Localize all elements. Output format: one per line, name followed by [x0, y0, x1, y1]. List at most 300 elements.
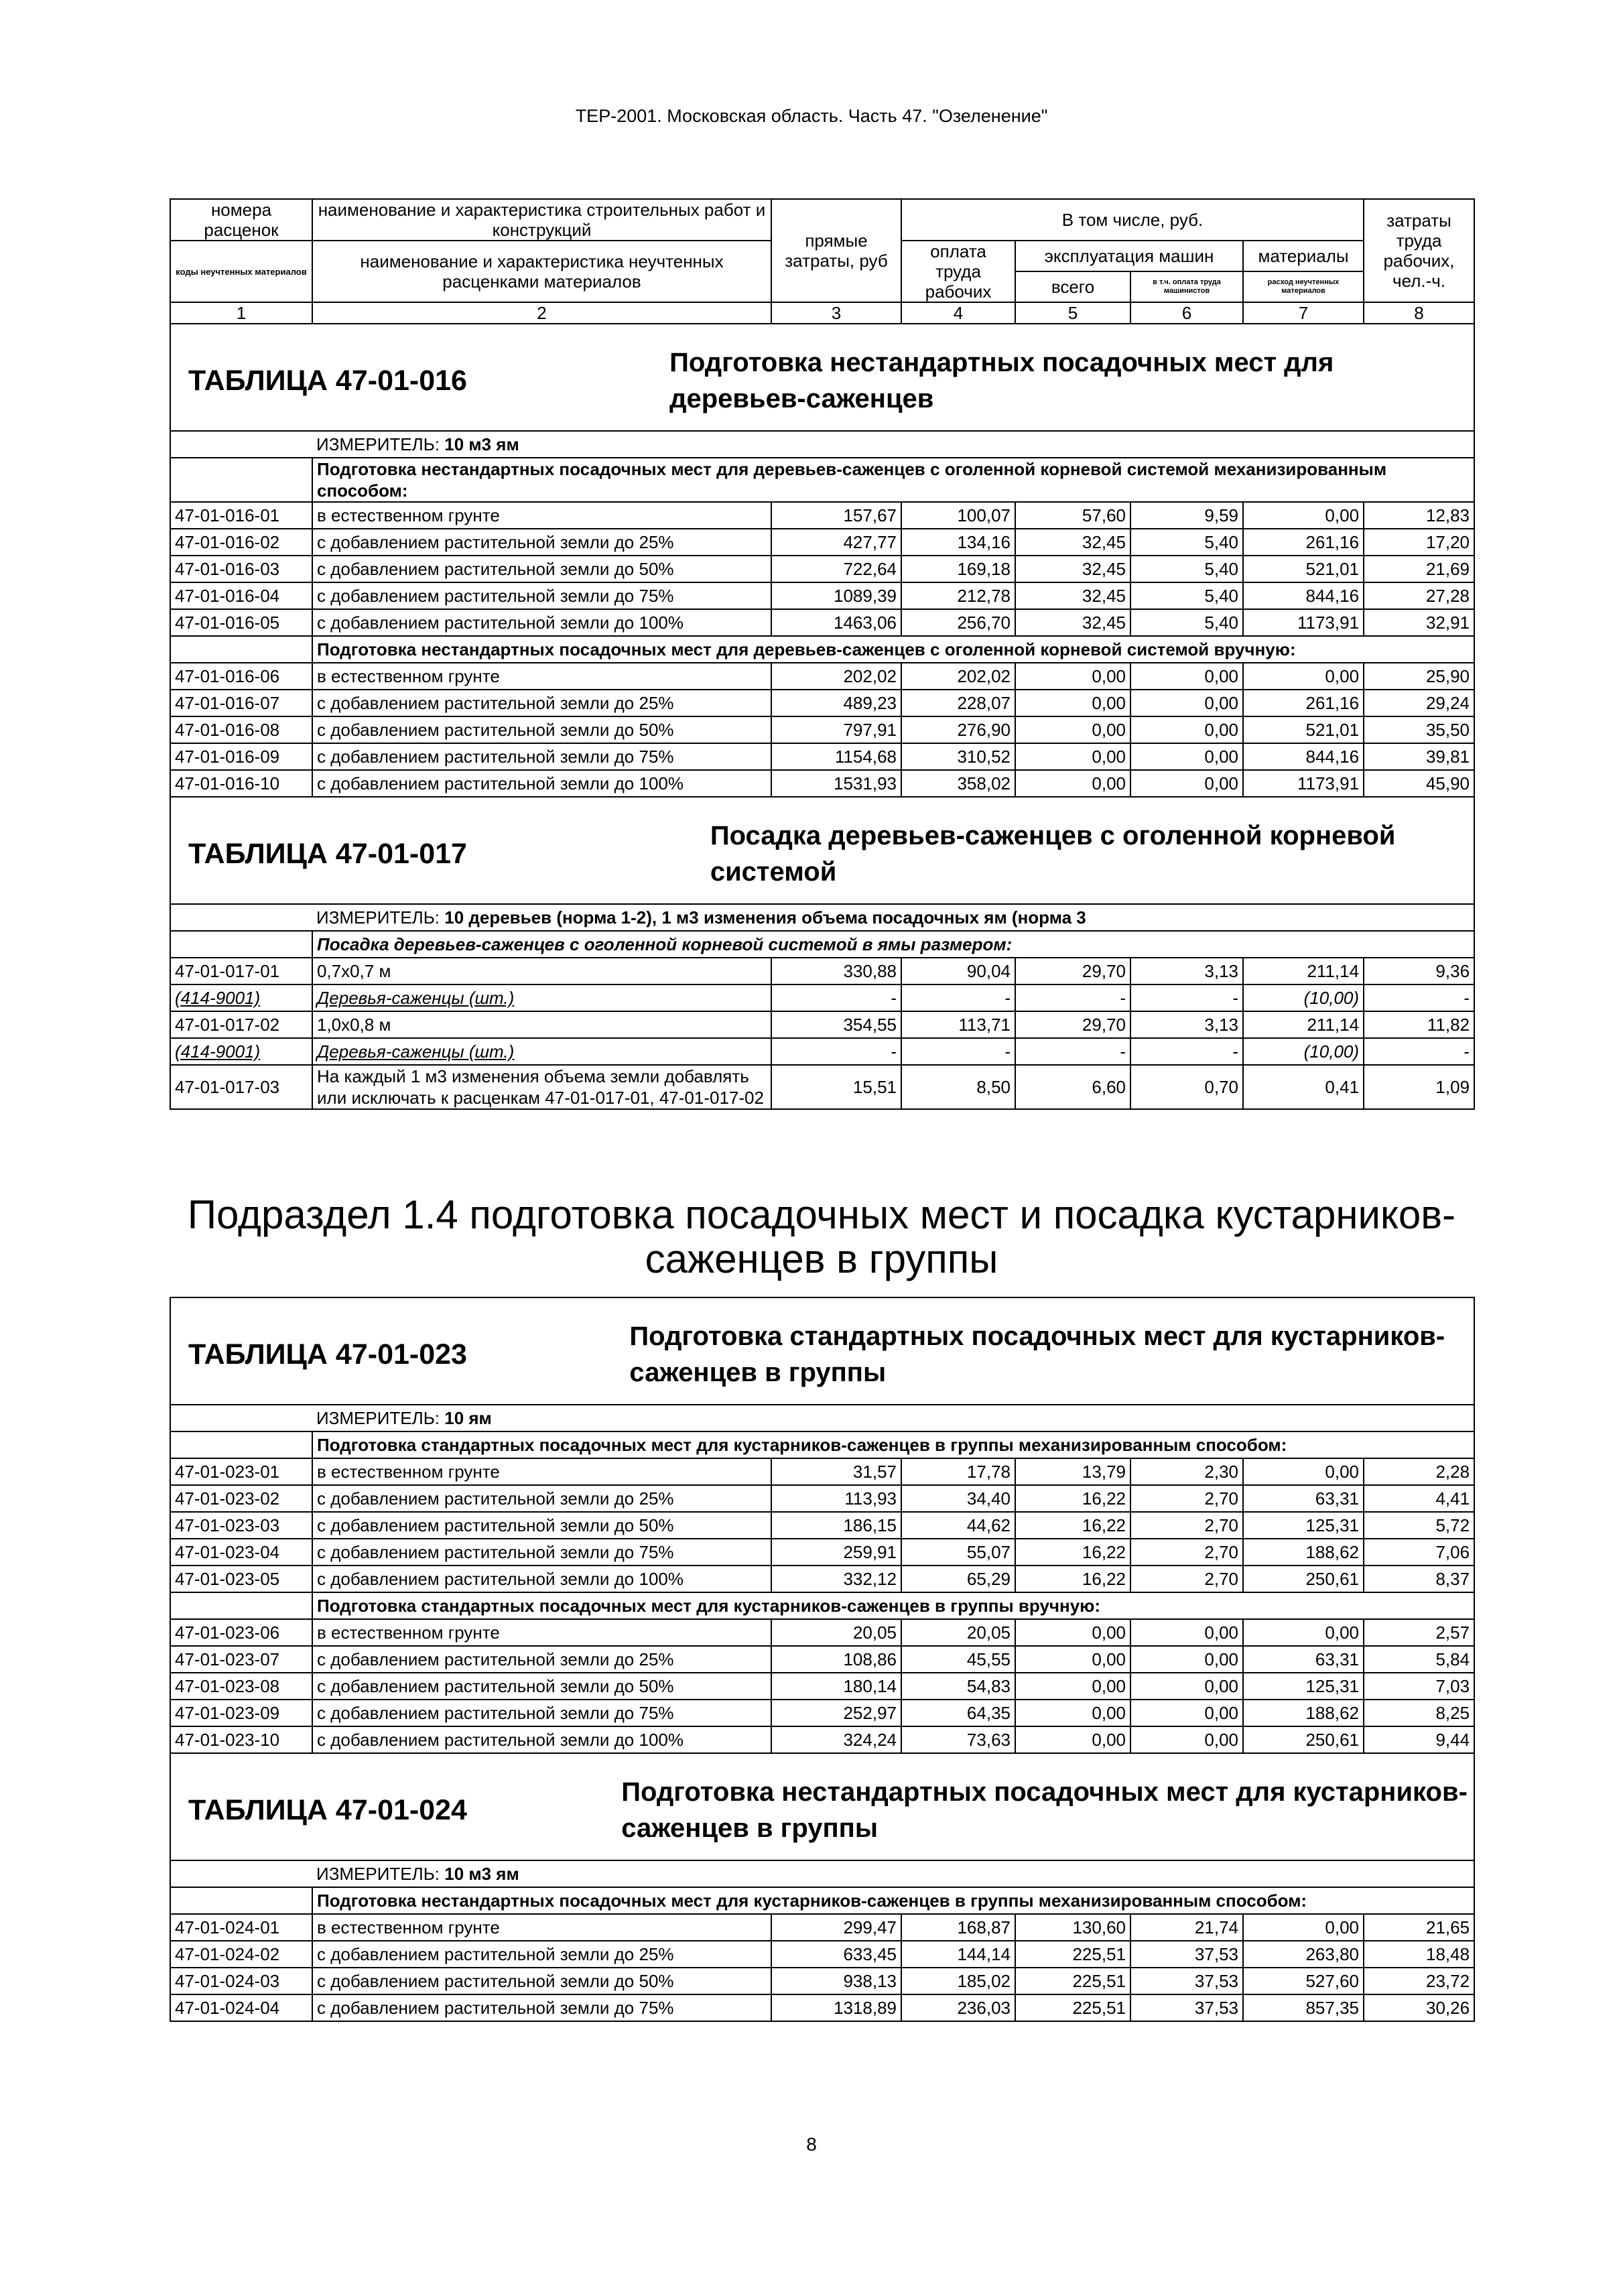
table-cell: 844,16: [1243, 582, 1364, 609]
table-row: [170, 1065, 1474, 1109]
table-row: [170, 743, 1474, 770]
table-cell: в естественном грунте: [312, 1914, 771, 1941]
group-spacer: [170, 1592, 312, 1619]
group-spacer: [170, 931, 312, 958]
col-machinist-wages-header: в т.ч. оплата труда машинистов: [1130, 271, 1243, 302]
table-cell: 310,52: [901, 743, 1015, 770]
table-cell: 18,48: [1364, 1941, 1474, 1968]
table-cell: На каждый 1 м3 изменения объема земли добавлять или исключать к расценкам 47-01-017-01, 47-01-017-02: [312, 1065, 771, 1109]
table-cell: 29,24: [1364, 690, 1474, 716]
table-cell: 0,00: [1015, 690, 1130, 716]
table-row: [170, 1726, 1474, 1753]
table-row: [170, 1994, 1474, 2021]
table-title-row: [170, 324, 1474, 431]
table-cell: 32,45: [1015, 529, 1130, 556]
table-cell: 0,00: [1015, 1700, 1130, 1726]
table-title-cell: [170, 797, 1474, 904]
table-cell: 47-01-016-06: [170, 663, 312, 690]
col-material-use-header: расход неучтенных материалов: [1243, 271, 1364, 302]
table-cell: 1318,89: [771, 1994, 901, 2021]
table-row: [170, 1914, 1474, 1941]
table-row: [170, 582, 1474, 609]
subsection-title: Подраздел 1.4 подготовка посадочных мест и посадка кустарников-саженцев в группы: [187, 1192, 1456, 1281]
table-cell: с добавлением растительной земли до 25%: [312, 1646, 771, 1673]
table-cell: 256,70: [901, 609, 1015, 636]
table-cell: 45,55: [901, 1646, 1015, 1673]
table-cell: в естественном грунте: [312, 1619, 771, 1646]
table-cell: 47-01-023-02: [170, 1485, 312, 1512]
table-cell: 3,13: [1130, 958, 1243, 984]
table-row: [170, 1673, 1474, 1700]
table-cell: 0,00: [1243, 1619, 1364, 1646]
table-cell: 0,00: [1243, 1458, 1364, 1485]
table-cell: 5,40: [1130, 609, 1243, 636]
table-cell: 47-01-023-04: [170, 1539, 312, 1566]
table-cell: 250,61: [1243, 1566, 1364, 1592]
table-cell: 0,00: [1243, 663, 1364, 690]
table-cell: 3,13: [1130, 1011, 1243, 1038]
table-cell: 489,23: [771, 690, 901, 716]
table-title-cell: [170, 1753, 1474, 1860]
table-cell: -: [1364, 984, 1474, 1011]
table-cell: 4,41: [1364, 1485, 1474, 1512]
table-cell: 211,14: [1243, 958, 1364, 984]
table-cell: 65,29: [901, 1566, 1015, 1592]
table-cell: 0,41: [1243, 1065, 1364, 1109]
table-cell: 263,80: [1243, 1941, 1364, 1968]
table-cell: 168,87: [901, 1914, 1015, 1941]
col-num-7: 7: [1243, 302, 1364, 324]
table-cell: 202,02: [771, 663, 901, 690]
table-name: Подготовка нестандартных посадочных мест для кустарников-саженцев в группы: [621, 1777, 1468, 1843]
col-num-5: 5: [1015, 302, 1130, 324]
col-direct-costs-header: прямые затраты, руб: [771, 199, 901, 302]
table-cell: -: [1130, 1038, 1243, 1065]
table-cell: 0,00: [1015, 1619, 1130, 1646]
table-cell: 225,51: [1015, 1968, 1130, 1994]
table-cell: 47-01-023-03: [170, 1512, 312, 1539]
table-cell: 2,30: [1130, 1458, 1243, 1485]
table-cell: 1154,68: [771, 743, 901, 770]
table-row: [170, 690, 1474, 716]
table-cell: с добавлением растительной земли до 75%: [312, 1994, 771, 2021]
col-rate-number-header: номера расценок: [170, 199, 312, 241]
table-cell: 330,88: [771, 958, 901, 984]
table-cell: 47-01-017-01: [170, 958, 312, 984]
table-row: [170, 556, 1474, 582]
table-cell: 211,14: [1243, 1011, 1364, 1038]
table-cell: 938,13: [771, 1968, 901, 1994]
table-cell: 47-01-023-08: [170, 1673, 312, 1700]
table-cell: 358,02: [901, 770, 1015, 797]
group-title-row: [170, 1887, 1474, 1914]
table-code: ТАБЛИЦА 47-01-023: [188, 1338, 467, 1370]
table-cell: 27,28: [1364, 582, 1474, 609]
table-cell: 0,70: [1130, 1065, 1243, 1109]
column-number-row: [170, 302, 1474, 324]
table-cell: 633,45: [771, 1941, 901, 1968]
table-cell: 157,67: [771, 502, 901, 529]
table-code: ТАБЛИЦА 47-01-024: [188, 1794, 467, 1826]
table-cell: 45,90: [1364, 770, 1474, 797]
table-cell: 73,63: [901, 1726, 1015, 1753]
table-cell: 225,51: [1015, 1941, 1130, 1968]
table-cell: -: [771, 984, 901, 1011]
table-cell: 30,26: [1364, 1994, 1474, 2021]
table-cell: -: [771, 1038, 901, 1065]
table-cell: -: [1130, 984, 1243, 1011]
meter-row: [170, 1860, 1474, 1887]
meter-row: [170, 904, 1474, 931]
table-cell: 31,57: [771, 1458, 901, 1485]
table-cell: 57,60: [1015, 502, 1130, 529]
group-spacer: [170, 1431, 312, 1458]
table-cell: 47-01-024-02: [170, 1941, 312, 1968]
meter-row: [170, 431, 1474, 458]
col-wages-header: оплата труда рабочих: [901, 241, 1015, 302]
table-row: [170, 1619, 1474, 1646]
table-cell: 0,00: [1130, 1646, 1243, 1673]
table-cell: 113,71: [901, 1011, 1015, 1038]
group-title: Подготовка стандартных посадочных мест для кустарников-саженцев в группы механизированным способом:: [312, 1431, 1474, 1458]
table-cell: с добавлением растительной земли до 75%: [312, 582, 771, 609]
table-cell: 47-01-024-03: [170, 1968, 312, 1994]
table-cell: 63,31: [1243, 1646, 1364, 1673]
table-cell: с добавлением растительной земли до 100%: [312, 609, 771, 636]
price-table-part-2: [170, 1297, 1475, 2022]
table-cell: 2,70: [1130, 1485, 1243, 1512]
meter-cell: [312, 904, 1474, 931]
table-cell: Деревья-саженцы (шт.): [312, 1038, 771, 1065]
col-num-2: 2: [312, 302, 771, 324]
table-cell: 2,70: [1130, 1539, 1243, 1566]
table-cell: 261,16: [1243, 690, 1364, 716]
table-cell: с добавлением растительной земли до 50%: [312, 1968, 771, 1994]
meter-spacer: [170, 431, 312, 458]
table-cell: 47-01-023-06: [170, 1619, 312, 1646]
table-cell: 8,37: [1364, 1566, 1474, 1592]
table-cell: 185,02: [901, 1968, 1015, 1994]
table-cell: 236,03: [901, 1994, 1015, 2021]
table-cell: 5,40: [1130, 529, 1243, 556]
table-code: ТАБЛИЦА 47-01-016: [188, 365, 467, 397]
table-cell: 47-01-016-08: [170, 716, 312, 743]
table-cell: 0,00: [1015, 770, 1130, 797]
table-cell: 16,22: [1015, 1512, 1130, 1539]
meter-label: ИЗМЕРИТЕЛЬ:: [316, 1864, 440, 1884]
table-cell: 16,22: [1015, 1485, 1130, 1512]
table-cell: 23,72: [1364, 1968, 1474, 1994]
table-cell: 250,61: [1243, 1726, 1364, 1753]
meter-label: ИЗМЕРИТЕЛЬ:: [316, 907, 440, 928]
table-cell: 228,07: [901, 690, 1015, 716]
table-cell: 29,70: [1015, 958, 1130, 984]
table-cell: (10,00): [1243, 1038, 1364, 1065]
table-cell: 0,00: [1130, 1700, 1243, 1726]
table-title-cell: [170, 1297, 1474, 1405]
table-row: [170, 770, 1474, 797]
table-cell: 47-01-023-05: [170, 1566, 312, 1592]
group-title: Подготовка нестандартных посадочных мест для кустарников-саженцев в группы механизированным способом:: [312, 1887, 1474, 1914]
table-cell: с добавлением растительной земли до 100%: [312, 770, 771, 797]
table-row: [170, 502, 1474, 529]
table-cell: 17,20: [1364, 529, 1474, 556]
table-code: ТАБЛИЦА 47-01-017: [188, 838, 467, 870]
table-cell: 9,44: [1364, 1726, 1474, 1753]
table-cell: с добавлением растительной земли до 75%: [312, 1700, 771, 1726]
table-cell: 0,00: [1243, 1914, 1364, 1941]
table-cell: 7,03: [1364, 1673, 1474, 1700]
col-num-3: 3: [771, 302, 901, 324]
table-cell: 39,81: [1364, 743, 1474, 770]
table-cell: 857,35: [1243, 1994, 1364, 2021]
group-spacer: [170, 636, 312, 663]
page-number: 8: [806, 2134, 817, 2155]
table-cell: 5,84: [1364, 1646, 1474, 1673]
table-cell: 64,35: [901, 1700, 1015, 1726]
price-table-part-1: [170, 198, 1475, 1110]
table-cell: 35,50: [1364, 716, 1474, 743]
table-cell: 1531,93: [771, 770, 901, 797]
table-title-row: [170, 1753, 1474, 1860]
table-cell: 0,00: [1130, 743, 1243, 770]
table-cell: 261,16: [1243, 529, 1364, 556]
table-title-row: [170, 1297, 1474, 1405]
table-cell: 47-01-016-10: [170, 770, 312, 797]
table-cell: с добавлением растительной земли до 25%: [312, 1941, 771, 1968]
table-cell: 20,05: [901, 1619, 1015, 1646]
table-cell: 0,00: [1015, 1726, 1130, 1753]
table-cell: 722,64: [771, 556, 901, 582]
table-cell: 0,00: [1130, 716, 1243, 743]
table-cell: 144,14: [901, 1941, 1015, 1968]
meter-value: 10 м3 ям: [444, 434, 519, 454]
table-cell: 0,00: [1130, 1673, 1243, 1700]
table-cell: 0,00: [1015, 1646, 1130, 1673]
col-group-header: В том числе, руб.: [901, 199, 1364, 241]
table-cell: с добавлением растительной земли до 75%: [312, 1539, 771, 1566]
table-cell: 125,31: [1243, 1673, 1364, 1700]
table-cell: -: [1015, 984, 1130, 1011]
table-cell: 37,53: [1130, 1968, 1243, 1994]
table-cell: 7,06: [1364, 1539, 1474, 1566]
table-cell: 47-01-016-07: [170, 690, 312, 716]
col-num-1: 1: [170, 302, 312, 324]
table-cell: 0,7x0,7 м: [312, 958, 771, 984]
table-cell: 527,60: [1243, 1968, 1364, 1994]
table-cell: 180,14: [771, 1673, 901, 1700]
table-cell: 12,83: [1364, 502, 1474, 529]
table-name: Подготовка нестандартных посадочных мест для деревьев-саженцев: [669, 348, 1334, 413]
table-cell: 15,51: [771, 1065, 901, 1109]
table-cell: в естественном грунте: [312, 663, 771, 690]
table-cell: 21,69: [1364, 556, 1474, 582]
table-row: [170, 1566, 1474, 1592]
table-cell: 90,04: [901, 958, 1015, 984]
table-cell: 32,45: [1015, 556, 1130, 582]
table-cell: 11,82: [1364, 1011, 1474, 1038]
table-cell: 1173,91: [1243, 770, 1364, 797]
table-row: [170, 1646, 1474, 1673]
group-title-row: [170, 931, 1474, 958]
table-cell: 47-01-017-03: [170, 1065, 312, 1109]
col-material-codes-header: коды неучтенных материалов: [170, 241, 312, 302]
table-row: [170, 1485, 1474, 1512]
col-machines-header: эксплуатация машин: [1015, 241, 1243, 271]
table-cell: 188,62: [1243, 1700, 1364, 1726]
table-cell: с добавлением растительной земли до 100%: [312, 1566, 771, 1592]
table-cell: 5,40: [1130, 582, 1243, 609]
table-cell: 202,02: [901, 663, 1015, 690]
table-row: [170, 1038, 1474, 1065]
table-row: [170, 529, 1474, 556]
table-cell: 0,00: [1130, 663, 1243, 690]
table-cell: -: [901, 984, 1015, 1011]
table-cell: 134,16: [901, 529, 1015, 556]
table-cell: 16,22: [1015, 1539, 1130, 1566]
table-cell: 5,72: [1364, 1512, 1474, 1539]
table-cell: 16,22: [1015, 1566, 1130, 1592]
table-cell: 29,70: [1015, 1011, 1130, 1038]
group-title-row: [170, 458, 1474, 502]
table-cell: 797,91: [771, 716, 901, 743]
table-cell: 47-01-016-02: [170, 529, 312, 556]
table-cell: 47-01-016-09: [170, 743, 312, 770]
table-cell: 427,77: [771, 529, 901, 556]
group-title-row: [170, 1431, 1474, 1458]
table-cell: 47-01-016-01: [170, 502, 312, 529]
table-row: [170, 1539, 1474, 1566]
table-cell: 17,78: [901, 1458, 1015, 1485]
table-cell: 21,65: [1364, 1914, 1474, 1941]
table-title-row: [170, 797, 1474, 904]
table-name: Подготовка стандартных посадочных мест для кустарников-саженцев в группы: [629, 1322, 1445, 1387]
table-cell: в естественном грунте: [312, 1458, 771, 1485]
table-cell: 276,90: [901, 716, 1015, 743]
group-title: Подготовка нестандартных посадочных мест для деревьев-саженцев с оголенной корневой системой механизированным способом:: [312, 458, 1474, 502]
table-cell: 32,91: [1364, 609, 1474, 636]
table-cell: -: [1364, 1038, 1474, 1065]
table-cell: 47-01-023-07: [170, 1646, 312, 1673]
table-cell: 354,55: [771, 1011, 901, 1038]
table-cell: 25,90: [1364, 663, 1474, 690]
table-cell: 0,00: [1130, 1726, 1243, 1753]
table-cell: 8,50: [901, 1065, 1015, 1109]
group-title: Подготовка нестандартных посадочных мест для деревьев-саженцев с оголенной корневой системой вручную:: [312, 636, 1474, 663]
table-cell: 332,12: [771, 1566, 901, 1592]
col-work-name-header: наименование и характеристика строительных работ и конструкций: [312, 199, 771, 241]
table-cell: с добавлением растительной земли до 25%: [312, 529, 771, 556]
table-cell: (10,00): [1243, 984, 1364, 1011]
meter-cell: [312, 431, 1474, 458]
group-title-row: [170, 1592, 1474, 1619]
table-cell: 186,15: [771, 1512, 901, 1539]
table-cell: 1463,06: [771, 609, 901, 636]
table-cell: 47-01-024-01: [170, 1914, 312, 1941]
table-row: [170, 1968, 1474, 1994]
table-cell: 6,60: [1015, 1065, 1130, 1109]
table-cell: 130,60: [1015, 1914, 1130, 1941]
group-title: Посадка деревьев-саженцев с оголенной корневой системой в ямы размером:: [312, 931, 1474, 958]
table-cell: с добавлением растительной земли до 50%: [312, 1673, 771, 1700]
table-cell: 34,40: [901, 1485, 1015, 1512]
table-cell: в естественном грунте: [312, 502, 771, 529]
table-row: [170, 1011, 1474, 1038]
table-cell: Деревья-саженцы (шт.): [312, 984, 771, 1011]
table-cell: (414-9001): [170, 1038, 312, 1065]
table-row: [170, 609, 1474, 636]
meter-spacer: [170, 1860, 312, 1887]
table-cell: 0,00: [1015, 743, 1130, 770]
table-cell: 1173,91: [1243, 609, 1364, 636]
table-cell: 521,01: [1243, 556, 1364, 582]
table-cell: 521,01: [1243, 716, 1364, 743]
table-cell: 55,07: [901, 1539, 1015, 1566]
table-cell: 1,0x0,8 м: [312, 1011, 771, 1038]
table-row: [170, 663, 1474, 690]
table-cell: (414-9001): [170, 984, 312, 1011]
table-cell: 54,83: [901, 1673, 1015, 1700]
meter-spacer: [170, 904, 312, 931]
table-cell: с добавлением растительной земли до 50%: [312, 556, 771, 582]
table-cell: 21,74: [1130, 1914, 1243, 1941]
table-cell: 47-01-024-04: [170, 1994, 312, 2021]
table-cell: 212,78: [901, 582, 1015, 609]
col-num-8: 8: [1364, 302, 1474, 324]
table-cell: 324,24: [771, 1726, 901, 1753]
table-cell: 8,25: [1364, 1700, 1474, 1726]
table-cell: 1,09: [1364, 1065, 1474, 1109]
table-cell: 32,45: [1015, 609, 1130, 636]
table-title-cell: [170, 324, 1474, 431]
col-num-6: 6: [1130, 302, 1243, 324]
table-cell: 125,31: [1243, 1512, 1364, 1539]
table-cell: 13,79: [1015, 1458, 1130, 1485]
table-cell: с добавлением растительной земли до 75%: [312, 743, 771, 770]
table-cell: 108,86: [771, 1646, 901, 1673]
table-cell: 47-01-023-09: [170, 1700, 312, 1726]
group-spacer: [170, 1887, 312, 1914]
meter-cell: [312, 1860, 1474, 1887]
group-title-row: [170, 636, 1474, 663]
table-cell: 252,97: [771, 1700, 901, 1726]
table-cell: с добавлением растительной земли до 100%: [312, 1726, 771, 1753]
table-cell: 47-01-023-10: [170, 1726, 312, 1753]
table-cell: 9,59: [1130, 502, 1243, 529]
table-row: [170, 958, 1474, 984]
table-row: [170, 1700, 1474, 1726]
table-cell: с добавлением растительной земли до 25%: [312, 1485, 771, 1512]
col-labor-hours-header: затраты труда рабочих, чел.-ч.: [1364, 199, 1474, 302]
group-spacer: [170, 458, 312, 502]
col-material-name-header: наименование и характеристика неучтенных расценками материалов: [312, 241, 771, 302]
table-cell: 0,00: [1015, 663, 1130, 690]
table-cell: 5,40: [1130, 556, 1243, 582]
table-cell: 299,47: [771, 1914, 901, 1941]
meter-label: ИЗМЕРИТЕЛЬ:: [316, 434, 440, 454]
table-cell: 0,00: [1243, 502, 1364, 529]
table-cell: 44,62: [901, 1512, 1015, 1539]
table-cell: 47-01-017-02: [170, 1011, 312, 1038]
table-cell: 37,53: [1130, 1941, 1243, 1968]
table-cell: 47-01-016-04: [170, 582, 312, 609]
table-cell: 2,70: [1130, 1566, 1243, 1592]
meter-value: 10 деревьев (норма 1-2), 1 м3 изменения объема посадочных ям (норма 3: [444, 907, 1086, 928]
table-cell: 37,53: [1130, 1994, 1243, 2021]
col-machines-total-header: всего: [1015, 271, 1130, 302]
table-cell: 0,00: [1130, 1619, 1243, 1646]
table-cell: 2,57: [1364, 1619, 1474, 1646]
